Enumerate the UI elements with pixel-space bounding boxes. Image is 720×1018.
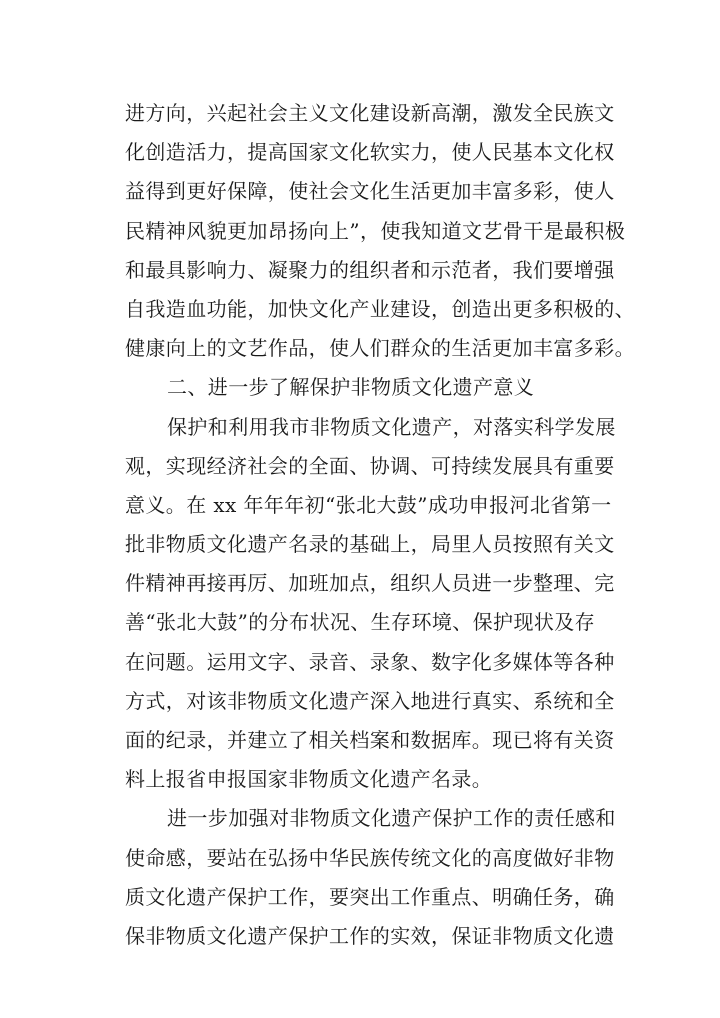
text-line: 意义。在 xx 年年年初“张北大鼓”成功申报河北省第一 [125, 492, 612, 517]
text-line: 料上报省申报国家非物质文化遗产名录。 [125, 767, 493, 792]
text-line: 保非物质文化遗产保护工作的实效，保证非物质文化遗 [125, 923, 615, 948]
text-line: 批非物质文化遗产名录的基础上，局里人员按照有关文 [125, 532, 615, 557]
text-line: 观，实现经济社会的全面、协调、可持续发展具有重要 [125, 453, 615, 478]
text-line: 和最具影响力、凝聚力的组织者和示范者，我们要增强 [125, 257, 615, 282]
text-line: 民精神风貌更加昂扬向上”，使我知道文艺骨干是最积极 [125, 218, 626, 243]
text-line: 自我造血功能，加快文化产业建设，创造出更多积极的、 [125, 296, 635, 321]
text-line: 进一步加强对非物质文化遗产保护工作的责任感和 [167, 806, 616, 831]
text-line: 健康向上的文艺作品，使人们群众的生活更加丰富多彩。 [125, 336, 635, 361]
text-line: 在问题。运用文字、录音、录象、数字化多媒体等各种 [125, 649, 615, 674]
text-line: 善“张北大鼓”的分布状况、生存环境、保护现状及存 [125, 610, 596, 635]
text-line: 进方向，兴起社会主义文化建设新高潮，激发全民族文 [125, 101, 615, 125]
text-line: 二、进一步了解保护非物质文化遗产意义 [167, 375, 535, 400]
text-line: 件精神再接再厉、加班加点，组织人员进一步整理、完 [125, 571, 615, 596]
text-line: 使命感，要站在弘扬中华民族传统文化的高度做好非物 [125, 845, 615, 870]
text-line: 化创造活力，提高国家文化软实力，使人民基本文化权 [125, 140, 615, 165]
text-line: 面的纪录，并建立了相关档案和数据库。现已将有关资 [125, 728, 615, 752]
text-line: 益得到更好保障，使社会文化生活更加丰富多彩，使人 [125, 179, 615, 204]
text-line: 方式，对该非物质文化遗产深入地进行真实、系统和全 [125, 688, 615, 713]
body-text [125, 94, 635, 956]
text-line: 保护和利用我市非物质文化遗产，对落实科学发展 [167, 414, 616, 439]
text-line: 质文化遗产保护工作，要突出工作重点、明确任务，确 [125, 884, 615, 909]
